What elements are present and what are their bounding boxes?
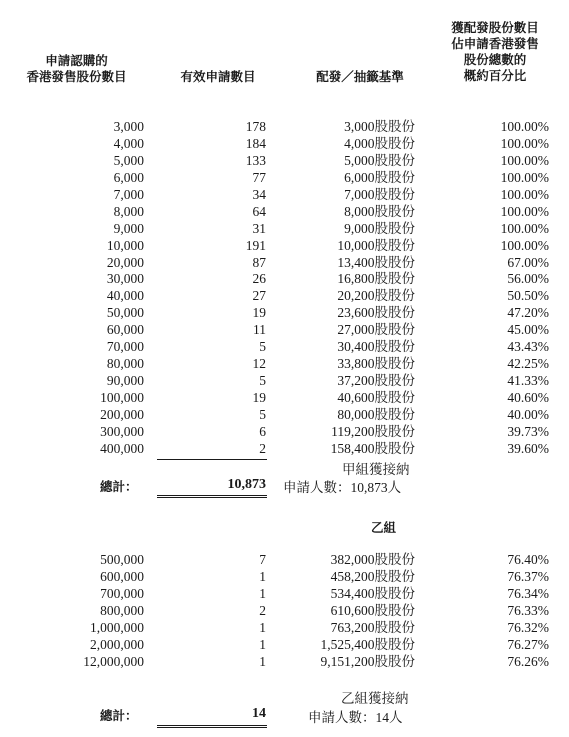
table-row (0, 654, 569, 671)
allotment-basis-cell: 534,400股股份 (330, 585, 415, 601)
allotment-basis-cell: 4,000股股份 (344, 135, 415, 151)
applied-shares-cell: 90,000 (106, 373, 144, 389)
applied-shares-cell: 10,000 (106, 237, 144, 253)
allotment-basis-cell: 382,000股股份 (330, 552, 415, 567)
percentage-cell: 100.00% (500, 169, 549, 185)
header-line: 佔申請香港發售 (451, 36, 539, 51)
percentage-cell: 76.34% (507, 585, 549, 601)
allotment-basis-cell: 80,000股股份 (337, 406, 415, 422)
header-allotment-basis (300, 69, 420, 85)
table-row (0, 204, 569, 221)
percentage-cell: 39.60% (507, 440, 549, 456)
percentage-cell: 67.00% (507, 254, 549, 270)
valid-applications-cell: 178 (245, 119, 266, 134)
applied-shares-cell: 2,000,000 (90, 636, 144, 652)
percentage-cell: 47.20% (507, 305, 549, 321)
applied-shares-cell: 60,000 (106, 322, 144, 338)
header-line: 配發／抽籤基準 (316, 69, 404, 84)
applied-shares-cell: 4,000 (113, 135, 144, 151)
applied-shares-cell: 70,000 (106, 339, 144, 355)
table-row (0, 221, 569, 238)
applied-shares-cell: 9,000 (113, 220, 144, 236)
allotment-basis-cell: 5,000股股份 (344, 152, 415, 168)
applied-shares-cell: 40,000 (106, 288, 144, 304)
group-b-accepted-count: 申請人數：14人 (308, 710, 403, 725)
applied-shares-cell: 30,000 (106, 271, 144, 287)
percentage-cell: 76.26% (507, 653, 549, 669)
allotment-basis-cell: 8,000股股份 (344, 203, 415, 219)
table-row (0, 441, 569, 458)
applied-shares-cell: 700,000 (100, 585, 144, 601)
valid-applications-cell: 1 (259, 619, 266, 635)
valid-applications-cell: 1 (259, 568, 266, 584)
table-row (0, 187, 569, 204)
percentage-cell: 76.33% (507, 602, 549, 618)
allotment-basis-cell: 763,200股股份 (330, 619, 415, 635)
percentage-cell: 41.33% (507, 373, 549, 389)
percentage-cell: 56.00% (507, 271, 549, 287)
table-row (0, 305, 569, 322)
applied-shares-cell: 6,000 (113, 169, 144, 185)
allotment-basis-cell: 23,600股股份 (337, 305, 415, 321)
percentage-cell: 100.00% (500, 203, 549, 219)
percentage-cell: 40.00% (507, 406, 549, 422)
allotment-basis-cell: 16,800股股份 (337, 271, 415, 287)
header-valid-applications (168, 69, 268, 85)
allotment-basis-cell: 33,800股股份 (337, 356, 415, 372)
percentage-cell: 100.00% (500, 119, 549, 134)
table-row (0, 255, 569, 272)
applied-shares-cell: 20,000 (106, 254, 144, 270)
allotment-basis-cell: 40,600股股份 (337, 390, 415, 405)
group-a-total-label: 總計： (100, 479, 138, 494)
valid-applications-cell: 5 (259, 339, 266, 355)
percentage-cell: 42.25% (507, 356, 549, 372)
header-line: 申請認購的 (45, 53, 108, 68)
group-a-accepted-label: 甲組獲接納 (342, 462, 410, 477)
table-row (0, 119, 569, 136)
valid-applications-cell: 27 (252, 288, 266, 304)
table-row (0, 407, 569, 424)
allotment-basis-cell: 30,400股股份 (337, 339, 415, 355)
percentage-cell: 100.00% (500, 237, 549, 253)
valid-applications-cell: 1 (259, 585, 266, 601)
allotment-basis-cell: 158,400股股份 (330, 440, 415, 456)
group-a-table (0, 119, 569, 458)
table-row (0, 603, 569, 620)
valid-applications-cell: 19 (252, 305, 266, 321)
applied-shares-cell: 7,000 (113, 186, 144, 202)
table-row (0, 288, 569, 305)
allotment-basis-cell: 3,000股股份 (344, 119, 415, 134)
percentage-cell: 76.40% (507, 552, 549, 567)
group-b-table (0, 552, 569, 671)
header-line: 股份總數的 (463, 52, 527, 67)
header-applied-shares (14, 53, 139, 85)
valid-applications-cell: 6 (259, 423, 266, 439)
valid-applications-cell: 19 (252, 390, 266, 405)
table-row (0, 136, 569, 153)
valid-applications-cell: 1 (259, 653, 266, 669)
valid-applications-cell: 2 (259, 440, 266, 456)
percentage-cell: 40.60% (507, 390, 549, 405)
valid-applications-cell: 34 (252, 186, 266, 202)
valid-applications-cell: 77 (252, 169, 266, 185)
header-percentage (432, 20, 558, 84)
valid-applications-cell: 7 (259, 552, 266, 567)
group-a-accepted-count: 申請人數：10,873人 (283, 480, 402, 495)
percentage-cell: 45.00% (507, 322, 549, 338)
group-b-total-value: 14 (252, 706, 266, 721)
header-line: 有效申請數目 (180, 69, 256, 84)
table-row (0, 356, 569, 373)
table-row (0, 322, 569, 339)
valid-applications-cell: 2 (259, 602, 266, 618)
allotment-basis-cell: 20,200股股份 (337, 288, 415, 304)
header-line: 獲配發股份數目 (451, 20, 539, 35)
subtotal-rule (157, 459, 267, 460)
applied-shares-cell: 300,000 (100, 423, 144, 439)
percentage-cell: 100.00% (500, 152, 549, 168)
header-line: 概約百分比 (463, 68, 527, 83)
applied-shares-cell: 200,000 (100, 406, 144, 422)
percentage-cell: 39.73% (507, 423, 549, 439)
group-b-title: 乙組 (371, 520, 397, 535)
applied-shares-cell: 80,000 (106, 356, 144, 372)
applied-shares-cell: 800,000 (100, 602, 144, 618)
group-a-total-value: 10,873 (227, 477, 266, 492)
valid-applications-cell: 26 (252, 271, 266, 287)
percentage-cell: 76.32% (507, 619, 549, 635)
header-line: 香港發售股份數目 (26, 69, 127, 84)
table-row (0, 637, 569, 654)
allotment-basis-cell: 119,200股股份 (331, 423, 415, 439)
table-row (0, 238, 569, 255)
applied-shares-cell: 5,000 (113, 152, 144, 168)
valid-applications-cell: 184 (245, 135, 266, 151)
valid-applications-cell: 11 (253, 322, 266, 338)
allotment-basis-cell: 458,200股股份 (330, 568, 415, 584)
allotment-basis-cell: 1,525,400股股份 (320, 636, 415, 652)
percentage-cell: 100.00% (500, 135, 549, 151)
allotment-basis-cell: 37,200股股份 (337, 373, 415, 389)
valid-applications-cell: 64 (252, 203, 266, 219)
table-row (0, 271, 569, 288)
table-row (0, 569, 569, 586)
applied-shares-cell: 1,000,000 (90, 619, 144, 635)
table-row (0, 424, 569, 441)
valid-applications-cell: 191 (245, 237, 266, 253)
applied-shares-cell: 8,000 (113, 203, 144, 219)
table-row (0, 339, 569, 356)
valid-applications-cell: 12 (252, 356, 266, 372)
applied-shares-cell: 12,000,000 (83, 653, 144, 669)
table-row (0, 390, 569, 407)
table-row (0, 552, 569, 569)
applied-shares-cell: 600,000 (100, 568, 144, 584)
valid-applications-cell: 87 (252, 254, 266, 270)
total-double-rule (157, 725, 267, 728)
applied-shares-cell: 3,000 (113, 119, 144, 134)
allotment-basis-cell: 610,600股股份 (330, 602, 415, 618)
percentage-cell: 43.43% (507, 339, 549, 355)
allotment-basis-cell: 7,000股股份 (344, 186, 415, 202)
applied-shares-cell: 100,000 (100, 390, 144, 405)
percentage-cell: 76.37% (507, 568, 549, 584)
valid-applications-cell: 31 (252, 220, 266, 236)
percentage-cell: 100.00% (500, 186, 549, 202)
allotment-basis-cell: 13,400股股份 (337, 254, 415, 270)
valid-applications-cell: 5 (259, 406, 266, 422)
table-row (0, 373, 569, 390)
total-double-rule (157, 495, 267, 498)
percentage-cell: 50.50% (507, 288, 549, 304)
table-row (0, 586, 569, 603)
allotment-basis-cell: 9,000股股份 (344, 220, 415, 236)
allotment-basis-cell: 10,000股股份 (337, 237, 415, 253)
applied-shares-cell: 50,000 (106, 305, 144, 321)
allotment-basis-cell: 27,000股股份 (337, 322, 415, 338)
percentage-cell: 76.27% (507, 636, 549, 652)
applied-shares-cell: 400,000 (100, 440, 144, 456)
table-row (0, 153, 569, 170)
valid-applications-cell: 1 (259, 636, 266, 652)
allotment-basis-cell: 6,000股股份 (344, 169, 415, 185)
applied-shares-cell: 500,000 (100, 552, 144, 567)
group-b-accepted-label: 乙組獲接納 (341, 691, 409, 706)
valid-applications-cell: 5 (259, 373, 266, 389)
table-row (0, 170, 569, 187)
allotment-basis-cell: 9,151,200股股份 (320, 653, 415, 669)
percentage-cell: 100.00% (500, 220, 549, 236)
group-b-total-label: 總計： (100, 708, 138, 723)
valid-applications-cell: 133 (245, 152, 266, 168)
table-row (0, 620, 569, 637)
